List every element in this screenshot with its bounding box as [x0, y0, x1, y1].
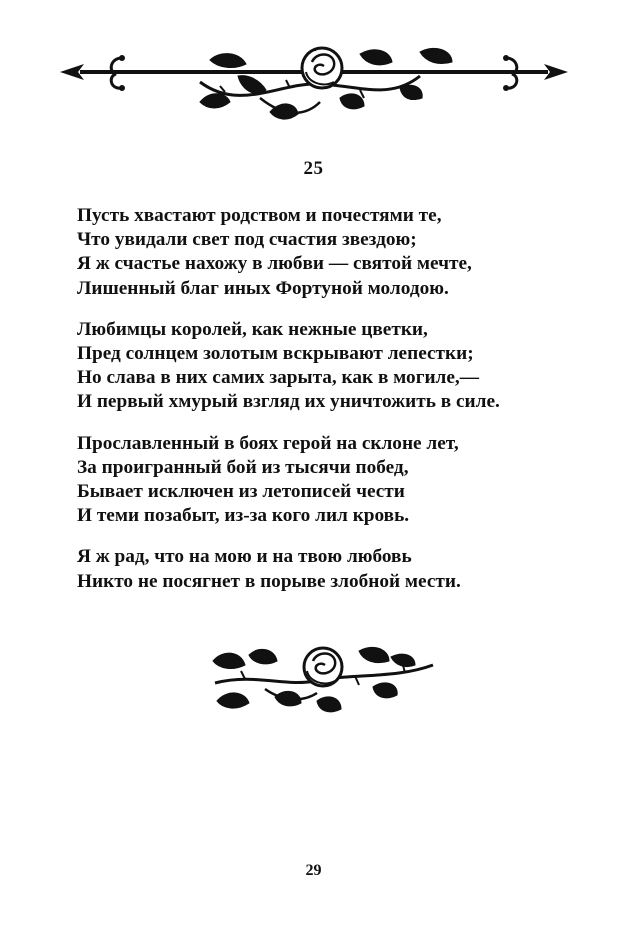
- poem-line: Пусть хвастают родством и почестями те,: [77, 205, 442, 226]
- poem-line: Я ж счастье нахожу в любви — святой мечте,: [77, 253, 472, 275]
- poem-line: Любимцы королей, как нежные цветки,: [77, 318, 428, 340]
- page-number: 29: [305, 862, 322, 879]
- poem-line: И первый хмурый взгляд их уничтожить в силе.: [77, 391, 500, 413]
- poem-line: За проигранный бой из тысячи побед,: [77, 456, 409, 478]
- poem-line: Что увидали свет под счастия звездою;: [77, 229, 417, 251]
- poem-body: [77, 204, 597, 611]
- poem-line: Никто не посягнет в порыве злобной мести.: [77, 570, 461, 592]
- poem-line: И теми позабыт, из-за кого лил кровь.: [77, 505, 410, 527]
- poem-line: Лишенный благ иных Фортуной молодою.: [77, 277, 449, 299]
- sonnet-number: 25: [303, 158, 324, 179]
- stanza: [77, 318, 597, 415]
- rose-vine-icon: [205, 643, 440, 723]
- stanza: [77, 432, 597, 529]
- poem-line: Бывает исключен из летописей чести: [77, 481, 405, 503]
- rose-vine-arrow-icon: [60, 42, 568, 126]
- poem-line: Я ж рад, что на мою и на твою любовь: [77, 546, 412, 568]
- poem-line: Но слава в них самих зарыта, как в могиле,—: [77, 367, 480, 389]
- stanza: [77, 545, 597, 593]
- poem-line: Пред солнцем золотым вскрывают лепестки;: [77, 343, 474, 365]
- stanza: [77, 204, 597, 301]
- poem-line: Прославленный в боях герой на склоне лет,: [77, 432, 459, 454]
